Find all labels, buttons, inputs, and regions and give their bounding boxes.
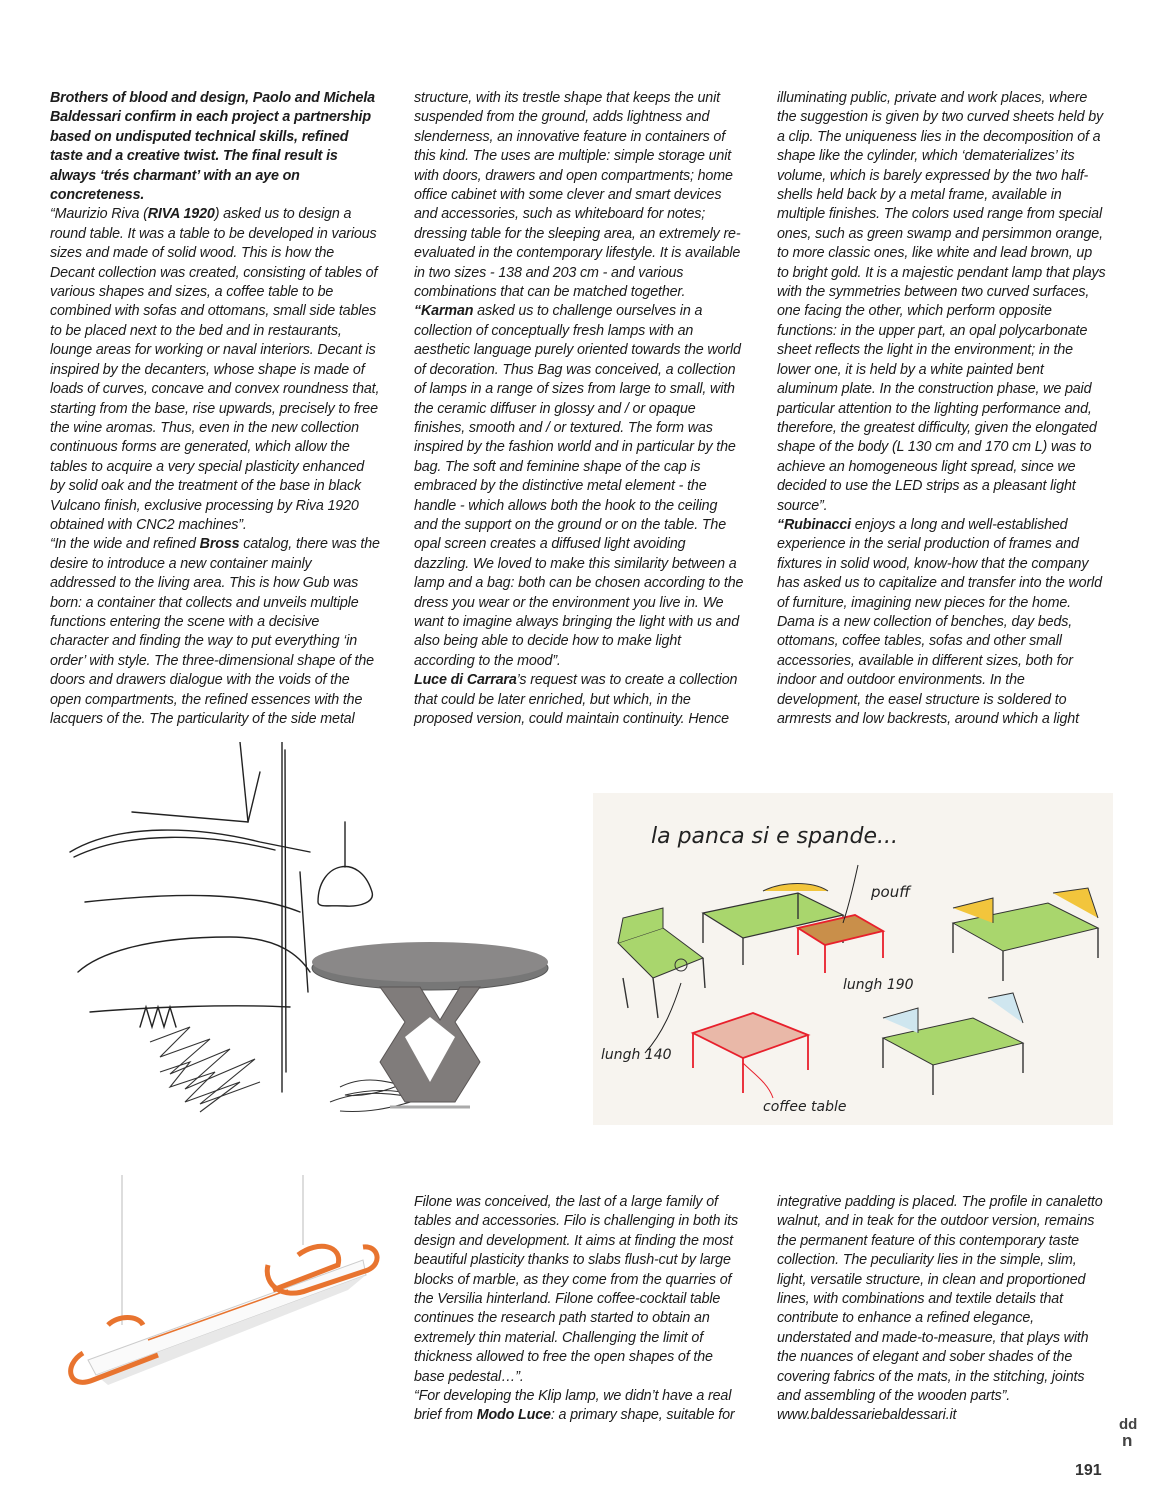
sketch-note-lungh-190: lungh 190 [843,977,914,993]
sketch-coffee-table [693,1013,808,1093]
paragraph-filone: Filone was conceived, the last of a large family of tables and accessories. Filo is challenging in both its design and development. It aims at finding the most beautiful plasticity thanks to slabs flush-cut by large blocks of marble, as they come from the quarries of the Versilia hinterland. Filone coffee-cocktail table continues the research path started to obtain an extremely thin material. Challenging the limit of thickness allowed to free the open shapes of the base pedestal…”. [414,1194,738,1385]
brand-rubinacci: “Rubinacci [777,516,851,533]
paragraph-gub-continued: structure, with its trestle shape that keeps the unit suspended from the ground, adds lightness and slenderness, an innovative feature in containers of this kind. The uses are multiple: simple storage unit with doors, drawers and open compartments; home office cabinet with some clever and smart devices and accessories, such as whiteboard for notes; dressing table for the sleeping area, an extremely re-evaluated in the contemporary lifestyle. It is available in two sizes - 138 and 203 cm - and various combinations that can be matched together. [414,90,741,301]
paragraph-karman: “Karman asked us to challenge ourselves in a collection of conceptually fresh lamps with an aesthetic language purely oriented towards the world of decoration. Thus Bag was conceived, a collection of lamps in a range of sizes from large to small, with the ceramic diffuser in glossy and / or opaque finishes, smooth and / or textured. The form was inspired by the fashion world and in particular by the bag. The soft and feminine shape of the cap is embraced by the distinctive metal element - the handle - which allows both the hook to the ceiling and the support on the ground or on the table. The opal screen creates a diffused light avoiding dazzling. We loved to make this similarity between a lamp and a bag: both can be chosen according to the dress you wear or the environment you live in. We want to imagine always bringing the light with us and also being able to decide how to make light according to the mood”. [414,303,744,669]
brand-riva: RIVA 1920 [147,206,215,223]
paragraph-rubinacci: “Rubinacci enjoys a long and well-established experience in the serial production of frames and fixtures in solid wood, know-how that the company has asked us to capitalize and transfer into the world of furniture, imagining new pieces for the home. Dama is a new collection of benches, day beds, ottomans, coffee tables, sofas and other small accessories, available in different sizes, both for indoor and outdoor environments. In the development, the easel structure is soldered to armrests and low backrests, around which a light [777,516,1102,727]
paragraph-modo-luce: “For developing the Klip lamp, we didn’t have a real brief from Modo Luce: a primary shape, suitable for [414,1388,735,1424]
text-column-bottom-3 [777,1193,1107,1426]
paragraph-riva: “Maurizio Riva (RIVA 1920) asked us to design a round table. It was a table to be developed in various sizes and made of solid wood. This is how the Decant collection was created, consisting of tables of various shapes and sizes, a coffee table to be combined with sofas and ottomans, small side tables to be placed next to the bed and in restaurants, lounge areas for working or naval interiors. Decant is inspired by the decanters, whose shape is made of loads of curves, concave and convex roundness that, starting from the base, rise upwards, precisely to free the wine aromas. Thus, even in the new collection continuous forms are generated, which allow the tables to acquire a very special plasticity enhanced by solid oak and the treatment of the base in black Vulcano finish, exclusive processing by Riva 1920 obtained with CNC2 machines”. [50,206,380,533]
paragraph-klip-continued: illuminating public, private and work places, where the suggestion is given by two curved sheets held by a clip. The uniqueness lies in the decomposition of a shape like the cylinder, which ‘dematerializes’ its volume, which is barely expressed by the two half-shells held back by a metal frame, available in multiple finishes. The colors used range from special ones, such as green swamp and persimmon orange, to more classic ones, like white and lead brown, up to bright gold. It is a majestic pendant lamp that plays with the symmetries between two curved surfaces, one facing the other, which perform opposite functions: in the upper part, an opal polycarbonate sheet reflects the light in the environment; in the lower one, it is held by a white painted bent aluminum plate. In the construction phase, we paid particular attention to the lighting performance and, therefore, the greatest difficulty, given the elongated shape of the body (L 130 cm and 170 cm L) was to achieve an homogeneous light spread, since we decided to use the LED strips as a pleasant light source”. [777,90,1106,514]
sketch-title-text: la panca si e spande... [651,824,898,849]
sketch-note-pouf: pouff [871,883,911,901]
sketch-note-coffee-table: coffee table [763,1099,847,1115]
svg-text:dd: dd [1119,1416,1138,1433]
dama-collection-sketch-image [593,793,1113,1125]
paragraph-luce-di-carrara: Luce di Carrara’s request was to create a collection that could be later enriched, but which, in the proposed version, could maintain continuity. Hence [414,672,738,727]
brand-luce-di-carrara: Luce di Carrara [414,672,517,689]
page-number: 191 [1075,1462,1102,1479]
intro-paragraph: Brothers of blood and design, Paolo and Michela Baldessari confirm in each project a partnership based on undisputed technical skills, refined taste and a creative twist. The final result is always ‘trés charmant’ with an aye on concreteness. [50,90,375,204]
ddn-logo [1119,1416,1143,1448]
text-column-3 [777,89,1107,729]
text-column-1 [50,89,380,729]
paragraph-dama-continued: integrative padding is placed. The profile in canaletto walnut, and in teak for the outdoor version, remains the permanent feature of this contemporary taste collection. The peculiarity lies in the simple, slim, light, versatile structure, in clean and proportioned lines, with combinations and textile details that contribute to enhance a refined elegance, understated and made-to-measure, that plays with the nuances of elegant and sober shades of the covering fabrics of the mats, in the stitching, joints and assembling of the wooden parts”. [777,1194,1103,1405]
website-link[interactable]: www.baldessariebaldessari.it [777,1407,957,1424]
sketch-note-lungh-140: lungh 140 [601,1047,672,1063]
brand-karman: “Karman [414,303,474,320]
text-column-2 [414,89,744,729]
brand-bross: Bross [199,536,240,553]
sketch-bench-right-top [953,888,1098,981]
text-column-bottom-2 [414,1193,744,1426]
paragraph-bross: “In the wide and refined Bross catalog, there was the desire to introduce a new container mainly addressed to the living area. This is how Gub was born: a container that collects and unveils multiple functions entering the scene with a decisive character and finding the way to put everything ‘in order’ with style. The three-dimensional shape of the doors and drawers dialogue with the voids of the open compartments, the refined essences with the lacquers of the. The particularity of the side metal [50,536,380,727]
sketch-bench-right-bottom [883,993,1023,1095]
svg-text:n: n [1122,1431,1133,1448]
brand-modo-luce: Modo Luce [476,1407,551,1424]
klip-lamp-image [48,1175,388,1390]
sketch-pouf [798,915,883,973]
decant-table-sketch-image [60,742,580,1152]
sketch-armchair [618,908,705,1018]
